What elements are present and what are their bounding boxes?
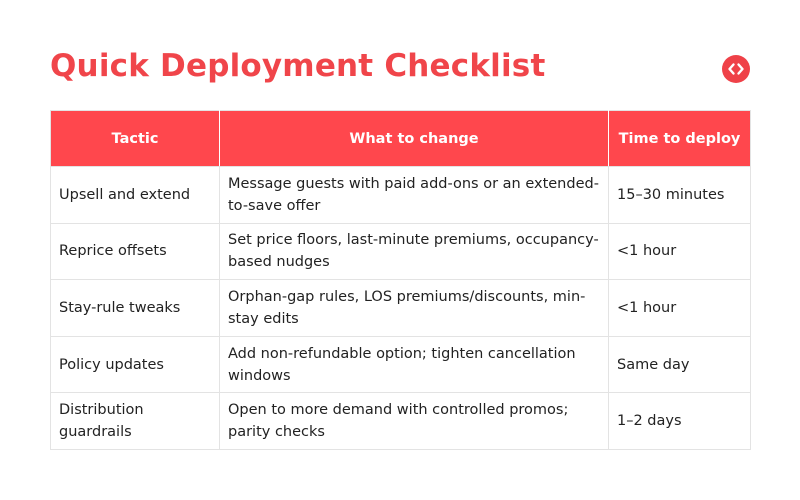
tactic-cell: Stay-rule tweaks xyxy=(51,280,220,337)
time-cell: 15–30 minutes xyxy=(609,167,751,224)
code-brackets-icon xyxy=(727,60,745,78)
tactic-cell: Distribution guardrails xyxy=(51,393,220,450)
logo-badge xyxy=(722,55,750,83)
change-cell: Set price floors, last-minute premiums, occupancy-based nudges xyxy=(220,223,609,280)
time-cell: Same day xyxy=(609,336,751,393)
table-header-row xyxy=(51,111,751,167)
change-cell: Message guests with paid add-ons or an extended-to-save offer xyxy=(220,167,609,224)
time-cell: 1–2 days xyxy=(609,393,751,450)
table-row xyxy=(51,167,751,224)
table-row xyxy=(51,280,751,337)
table-row xyxy=(51,336,751,393)
tactic-cell: Upsell and extend xyxy=(51,167,220,224)
time-cell: <1 hour xyxy=(609,223,751,280)
table-row xyxy=(51,393,751,450)
time-cell: <1 hour xyxy=(609,280,751,337)
change-cell: Add non-refundable option; tighten cancellation windows xyxy=(220,336,609,393)
tactic-cell: Policy updates xyxy=(51,336,220,393)
change-cell: Open to more demand with controlled promos; parity checks xyxy=(220,393,609,450)
column-header-what-to-change: What to change xyxy=(220,111,609,167)
change-cell: Orphan-gap rules, LOS premiums/discounts, min-stay edits xyxy=(220,280,609,337)
tactic-cell: Reprice offsets xyxy=(51,223,220,280)
column-header-tactic: Tactic xyxy=(51,111,220,167)
table-row xyxy=(51,223,751,280)
page-title: Quick Deployment Checklist xyxy=(50,48,546,84)
column-header-time-to-deploy: Time to deploy xyxy=(609,111,751,167)
checklist-table xyxy=(50,110,751,450)
